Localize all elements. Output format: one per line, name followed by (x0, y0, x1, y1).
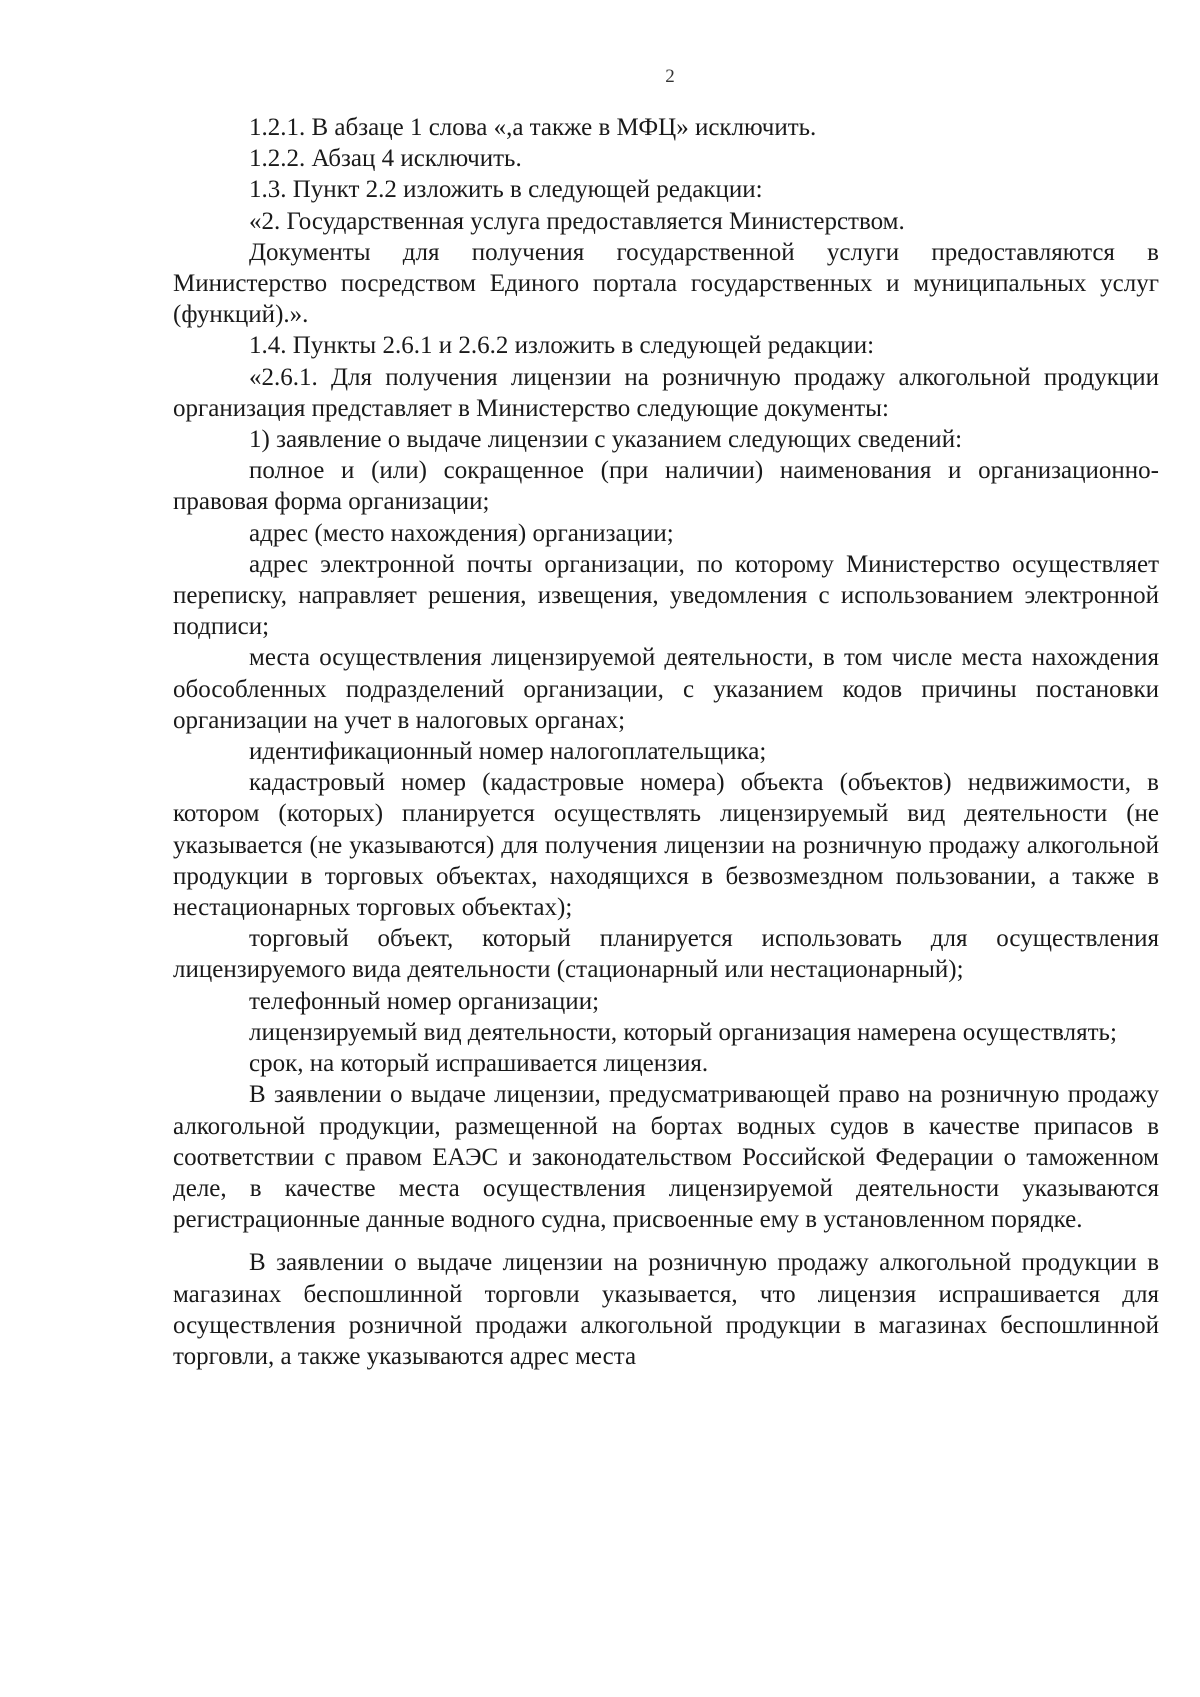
paragraph: 1.2.2. Абзац 4 исключить. (249, 145, 522, 173)
paragraph: В заявлении о выдаче лицензии, предусматривающей право на розничную продажу алкогольной продукции, размещенной на бортах водных судов в качестве припасов в соответствии с правом ЕАЭС и законодательством Российской Федерации о таможенном деле, в качестве места осуществления лицензируемой деятельности указываются регистрационные данные водного судна, присвоенные ему в установленном порядке. (173, 1081, 1159, 1234)
paragraph: места осуществления лицензируемой деятельности, в том числе места нахождения обособленных подразделений организации, с указанием кодов причины постановки организации на учет в налоговых органах; (173, 644, 1159, 734)
paragraph: срок, на который испрашивается лицензия. (249, 1050, 709, 1078)
paragraph: адрес электронной почты организации, по которому Министерство осуществляет переписку, направляет решения, извещения, уведомления с использованием электронной подписи; (173, 550, 1159, 641)
paragraph: «2. Государственная услуга предоставляется Министерством. (249, 207, 905, 235)
paragraph: 1) заявление о выдаче лицензии с указанием следующих сведений: (249, 426, 963, 454)
paragraph: «2.6.1. Для получения лицензии на розничную продажу алкогольной продукции организация представляет в Министерство следующие документы: (173, 363, 1159, 422)
paragraph: 1.2.1. В абзаце 1 слова «,а также в МФЦ» исключить. (249, 114, 817, 141)
paragraph: 1.3. Пункт 2.2 изложить в следующей редакции: (249, 176, 763, 204)
paragraph: лицензируемый вид деятельности, который организация намерена осуществлять; (249, 1018, 1117, 1046)
paragraph: 1.4. Пункты 2.6.1 и 2.6.2 изложить в следующей редакции: (249, 332, 875, 360)
paragraph: кадастровый номер (кадастровые номера) объекта (объектов) недвижимости, в котором (которых) планируется осуществлять лицензируемый вид деятельности (не указывается (не указываются) для получения лицензии на розничную продажу алкогольной продукции в торговых объектах, находящихся в безвозмездном пользовании, а также в нестационарных торговых объектах); (173, 769, 1159, 922)
paragraph: идентификационный номер налогоплательщика; (249, 738, 767, 766)
paragraph: В заявлении о выдаче лицензии на розничную продажу алкогольной продукции в магазинах беспошлинной торговли указывается, что лицензия испрашивается для осуществления розничной продажи алкогольной продукции в магазинах беспошлинной торговли, а также указываются адрес места (173, 1249, 1159, 1370)
paragraph: телефонный номер организации; (249, 987, 600, 1015)
paragraph: адрес (место нахождения) организации; (249, 519, 674, 547)
paragraph: торговый объект, который планируется использовать для осуществления лицензируемого вида деятельности (стационарный или нестационарный); (173, 925, 1159, 984)
paragraph: Документы для получения государственной услуги предоставляются в Министерство посредством Единого портала государственных и муниципальных услуг (функций).». (173, 238, 1159, 329)
page-number: 2 (665, 66, 675, 87)
document-body (173, 112, 1159, 1372)
paragraph: полное и (или) сокращенное (при наличии) наименования и организационно-правовая форма организации; (173, 457, 1159, 516)
